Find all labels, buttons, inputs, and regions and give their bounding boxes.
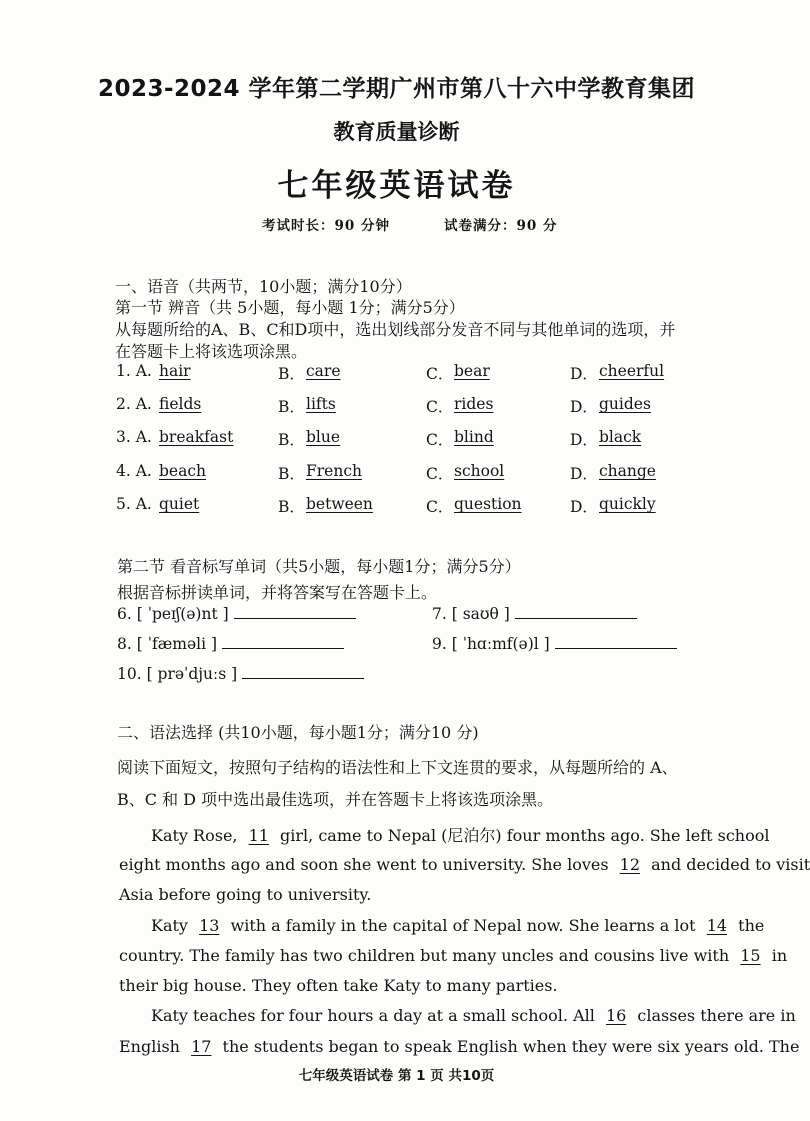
blank-14: 14 (706, 916, 728, 935)
blank-16: 16 (605, 1006, 627, 1025)
q4-option-c: school (454, 462, 505, 480)
part2-title: 二、语法选择 (共10小题，每小题1分；满分10 分) (117, 723, 479, 742)
blank-17: 17 (191, 1037, 212, 1056)
exam-header-line2: 教育质量诊断 (333, 120, 460, 144)
text-run: in (771, 946, 788, 965)
text-run: Katy Rose, (151, 826, 238, 845)
exam-time: 考试时长：90 分钟 (262, 218, 390, 234)
q3-label-d: D． (570, 431, 598, 449)
q5-option-b: between (306, 495, 373, 513)
text-run: English (119, 1037, 180, 1056)
q5-option-a: quiet (159, 495, 200, 513)
q2-option-c: rides (454, 395, 494, 413)
q4-label-b: B． (278, 465, 305, 483)
q3-label-b: B． (278, 431, 305, 449)
section2-title: 第二节 看音标写单词（共5小题，每小题1分；满分5分） (117, 557, 521, 576)
q2-label-d: D． (570, 398, 598, 416)
q1-label-d: D． (570, 365, 598, 383)
q6-label: 6. [ ˈpeɪʃ(ə)nt ] (117, 605, 229, 623)
exam-score: 试卷满分：90 分 (444, 218, 558, 234)
q3-option-d: black (599, 428, 642, 446)
q1-label-c: C． (426, 365, 454, 383)
q3-option-c: blind (454, 428, 494, 446)
text-run: with a family in the capital of Nepal now. She learns a lot (230, 916, 696, 935)
q2-option-a: fields (159, 395, 202, 413)
q3-number: 3. A. (116, 428, 152, 446)
part2-instruction-2: B、C 和 D 项中选出最佳选项，并在答题卡上将该选项涂黑。 (117, 790, 554, 809)
q1-option-d: cheerful (599, 362, 665, 380)
text-run: girl, came to Nepal (尼泊尔) four months ago. She left school (280, 826, 770, 845)
blank-11: 11 (248, 826, 269, 845)
page-footer: 七年级英语试卷 第 1 页 共10页 (298, 1068, 495, 1084)
passage-p3-line2 (119, 1037, 799, 1056)
q3-option-b: blue (306, 428, 341, 446)
blank-12: 12 (619, 855, 640, 874)
q8-phonetic (117, 635, 344, 653)
q7-label: 7. [ saʊθ ] (432, 605, 510, 623)
blank-13: 13 (199, 916, 220, 935)
q4-label-c: C． (426, 465, 454, 483)
q10-label: 10. [ prəˈdjuːs ] (117, 665, 238, 683)
passage-p2-line2 (119, 946, 787, 965)
q2-label-c: C． (426, 398, 454, 416)
q4-option-d: change (599, 462, 656, 480)
q10-phonetic (117, 665, 364, 683)
q1-number: 1. A. (116, 362, 152, 380)
q1-option-a: hair (159, 362, 191, 380)
text-run: country. The family has two children but many uncles and cousins live with (119, 946, 730, 965)
q4-number: 4. A. (116, 462, 152, 480)
q2-label-b: B． (278, 398, 305, 416)
q8-label: 8. [ ˈfæməli ] (117, 635, 218, 653)
q4-option-a: beach (159, 462, 206, 480)
passage-p3-line1 (151, 1006, 796, 1025)
text-run: eight months ago and soon she went to university. She loves (119, 855, 609, 874)
passage-p2-line1 (151, 916, 764, 935)
q7-answer-blank[interactable] (515, 618, 637, 619)
section2-instruction: 根据音标拼读单词，并将答案写在答题卡上。 (117, 583, 438, 602)
q3-option-a: breakfast (159, 428, 234, 446)
part1-title: 一、语音（共两节，10小题；满分10分） (115, 277, 412, 296)
q1-option-c: bear (454, 362, 490, 380)
q5-option-c: question (454, 495, 522, 513)
section1-title: 第一节 辨音（共 5小题，每小题 1分；满分5分） (115, 298, 465, 317)
blank-15: 15 (740, 946, 761, 965)
q5-label-d: D． (570, 498, 598, 516)
section1-instruction-2: 在答题卡上将该选项涂黑。 (115, 342, 308, 361)
text-run: Katy teaches for four hours a day at a small school. All (151, 1006, 595, 1025)
q9-phonetic (432, 635, 677, 653)
passage-p1-line2 (119, 855, 810, 874)
q4-label-d: D． (570, 465, 598, 483)
text-run: Katy (151, 916, 188, 935)
q7-phonetic (432, 605, 637, 623)
exam-header-line1: 2023-2024 学年第二学期广州市第八十六中学教育集团 (97, 76, 696, 102)
passage-p1-line3: Asia before going to university. (119, 885, 372, 904)
q5-number: 5. A. (116, 495, 152, 513)
text-run: the (738, 916, 765, 935)
q1-option-b: care (306, 362, 341, 380)
q5-label-b: B． (278, 498, 305, 516)
q6-phonetic (117, 605, 356, 623)
q10-answer-blank[interactable] (242, 678, 364, 679)
q4-option-b: French (306, 462, 362, 480)
q8-answer-blank[interactable] (222, 648, 344, 649)
q3-label-c: C． (426, 431, 454, 449)
text-run: the students began to speak English when they were six years old. The (222, 1037, 800, 1056)
q6-answer-blank[interactable] (234, 618, 356, 619)
text-run: and decided to visit (651, 855, 810, 874)
part2-instruction-1: 阅读下面短文，按照句子结构的语法性和上下文连贯的要求，从每题所给的 A、 (117, 758, 678, 777)
q1-label-b: B． (278, 365, 305, 383)
q2-number: 2. A. (116, 395, 152, 413)
q9-label: 9. [ ˈhɑːmf(ə)l ] (432, 635, 550, 653)
passage-p2-line3: their big house. They often take Katy to many parties. (119, 976, 558, 995)
q2-option-b: lifts (306, 395, 336, 413)
q5-label-c: C． (426, 498, 454, 516)
q5-option-d: quickly (599, 495, 656, 513)
passage-p1-line1 (151, 823, 770, 846)
text-run: classes there are in (637, 1006, 796, 1025)
q9-answer-blank[interactable] (555, 648, 677, 649)
q2-option-d: guides (599, 395, 651, 413)
exam-title: 七年级英语试卷 (277, 168, 516, 204)
section1-instruction-1: 从每题所给的A、B、C和D项中，选出划线部分发音不同与其他单词的选项，并 (115, 320, 676, 339)
